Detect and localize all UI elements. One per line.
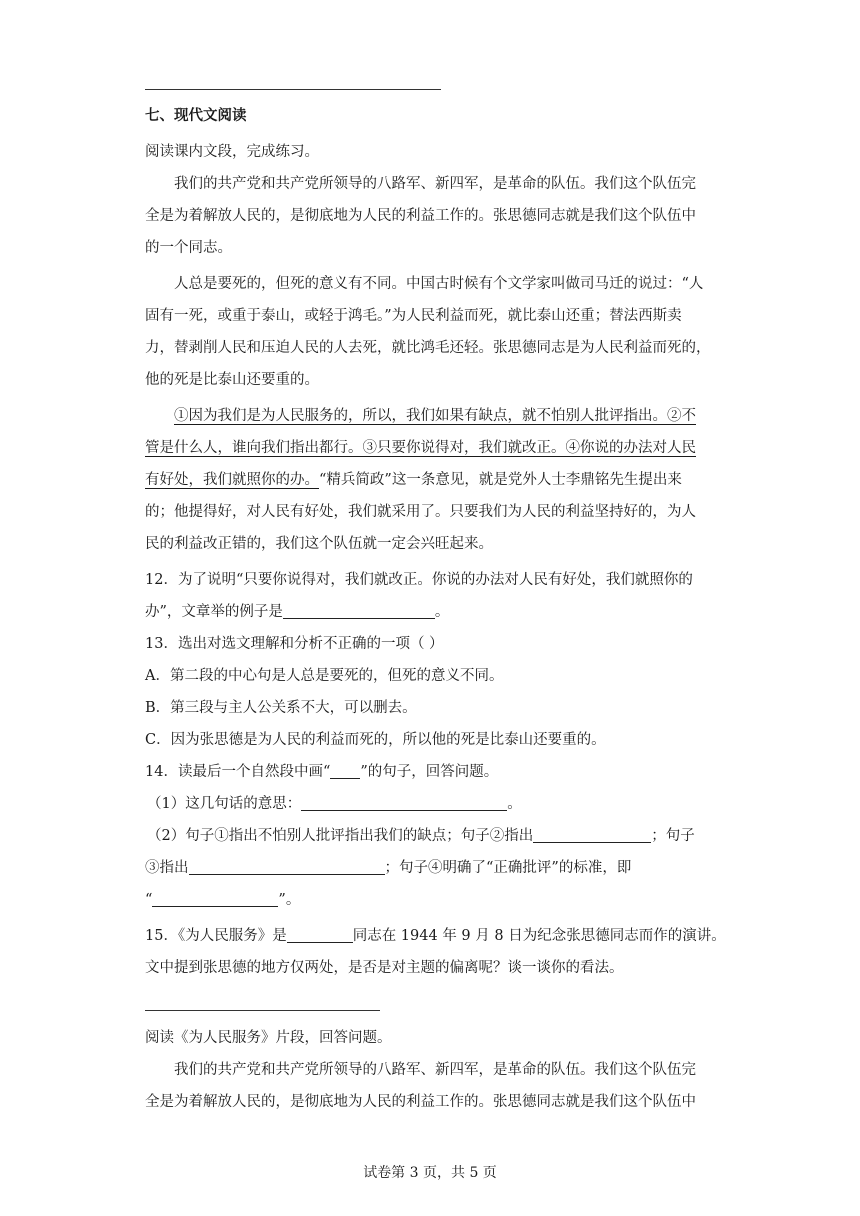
underlined-sentence: 有好处，我们就照你的办。 — [145, 472, 319, 488]
question-14-sub1: （1）这几句话的意思： 。 — [147, 796, 522, 812]
passage-line: 全是为着解放人民的，是彻底地为人民的利益工作的。张思德同志就是我们这个队伍中 — [145, 208, 696, 224]
top-divider — [145, 89, 441, 90]
question-14-sub2-line3: “ ”。 — [145, 892, 301, 908]
underlined-sentence: 管是什么人，谁向我们指出都行。③只要你说得对，我们就改正。④你说的办法对人民 — [145, 440, 696, 456]
question-13: 13．选出对选文理解和分析不正确的一项（ ） — [145, 636, 444, 652]
question-15-line2: 文中提到张思德的地方仅两处，是否是对主题的偏离呢？谈一谈你的看法。 — [145, 960, 624, 976]
question-14: 14．读最后一个自然段中画“ ”的句子，回答问题。 — [145, 764, 499, 780]
passage-line: 全是为着解放人民的，是彻底地为人民的利益工作的。张思德同志就是我们这个队伍中 — [145, 1094, 696, 1110]
passage-line: 的；他提得好，对人民有好处，我们就采用了。只要我们为人民的利益坚持好的，为人 — [145, 504, 696, 520]
underline-sample — [330, 762, 360, 779]
passage-line: 力，替剥削人民和压迫人民的人去死，就比鸿毛还轻。张思德同志是为人民利益而死的， — [145, 340, 711, 356]
passage-line: 民的利益改正错的，我们这个队伍就一定会兴旺起来。 — [145, 536, 493, 552]
passage-line — [145, 470, 682, 490]
section-title: 七、现代文阅读 — [145, 107, 247, 124]
passage-line: 我们的共产党和共产党所领导的八路军、新四军，是革命的队伍。我们这个队伍完 — [174, 1062, 696, 1078]
question-15: 15．《为人民服务》是 同志在 1944 年 9 月 8 日为纪念张思德同志而作的演讲。 — [145, 928, 726, 944]
option-b: B．第三段与主人公关系不大，可以删去。 — [145, 700, 417, 716]
question-14-sub2-line2: ③指出 ；句子④明确了“正确批评”的标准，即 — [145, 860, 632, 876]
instruction: 阅读《为人民服务》片段，回答问题。 — [145, 1030, 392, 1046]
passage-line: 的一个同志。 — [145, 240, 232, 256]
answer-line[interactable] — [145, 1010, 380, 1011]
passage-text: “精兵简政”这一条意见，就是党外人士李鼎铭先生提出来 — [319, 472, 682, 488]
question-12-line2: 办”，文章举的例子是 。 — [145, 604, 450, 620]
question-12: 12．为了说明“只要你说得对，我们就改正。你说的办法对人民有好处，我们就照你的 — [145, 572, 693, 588]
underlined-sentence: ①因为我们是为人民服务的，所以，我们如果有缺点，就不怕别人批评指出。②不 — [174, 408, 696, 424]
passage-line: 他的死是比泰山还要重的。 — [145, 372, 319, 388]
answer-blank[interactable] — [533, 826, 651, 843]
option-c: C．因为张思德是为人民的利益而死的，所以他的死是比泰山还要重的。 — [145, 732, 606, 748]
passage-line: 我们的共产党和共产党所领导的八路军、新四军，是革命的队伍。我们这个队伍完 — [174, 176, 696, 192]
answer-blank[interactable] — [189, 858, 385, 875]
option-a: A．第二段的中心句是人总是要死的，但死的意义不同。 — [145, 668, 504, 684]
answer-blank[interactable] — [283, 602, 435, 619]
question-14-sub2: （2）句子①指出不怕别人批评指出我们的缺点；句子②指出 ；句子 — [147, 828, 695, 844]
page-footer: 试卷第 3 页，共 5 页 — [363, 1165, 497, 1181]
answer-blank[interactable] — [287, 926, 353, 943]
instruction: 阅读课内文段，完成练习。 — [145, 144, 319, 160]
passage-line: 人总是要死的，但死的意义有不同。中国古时候有个文学家叫做司马迁的说过：“人 — [174, 276, 704, 292]
passage-line: 固有一死，或重于泰山，或轻于鸿毛。”为人民利益而死，就比泰山还重；替法西斯卖 — [145, 308, 682, 324]
answer-blank[interactable] — [301, 794, 507, 811]
answer-blank[interactable] — [152, 890, 278, 907]
